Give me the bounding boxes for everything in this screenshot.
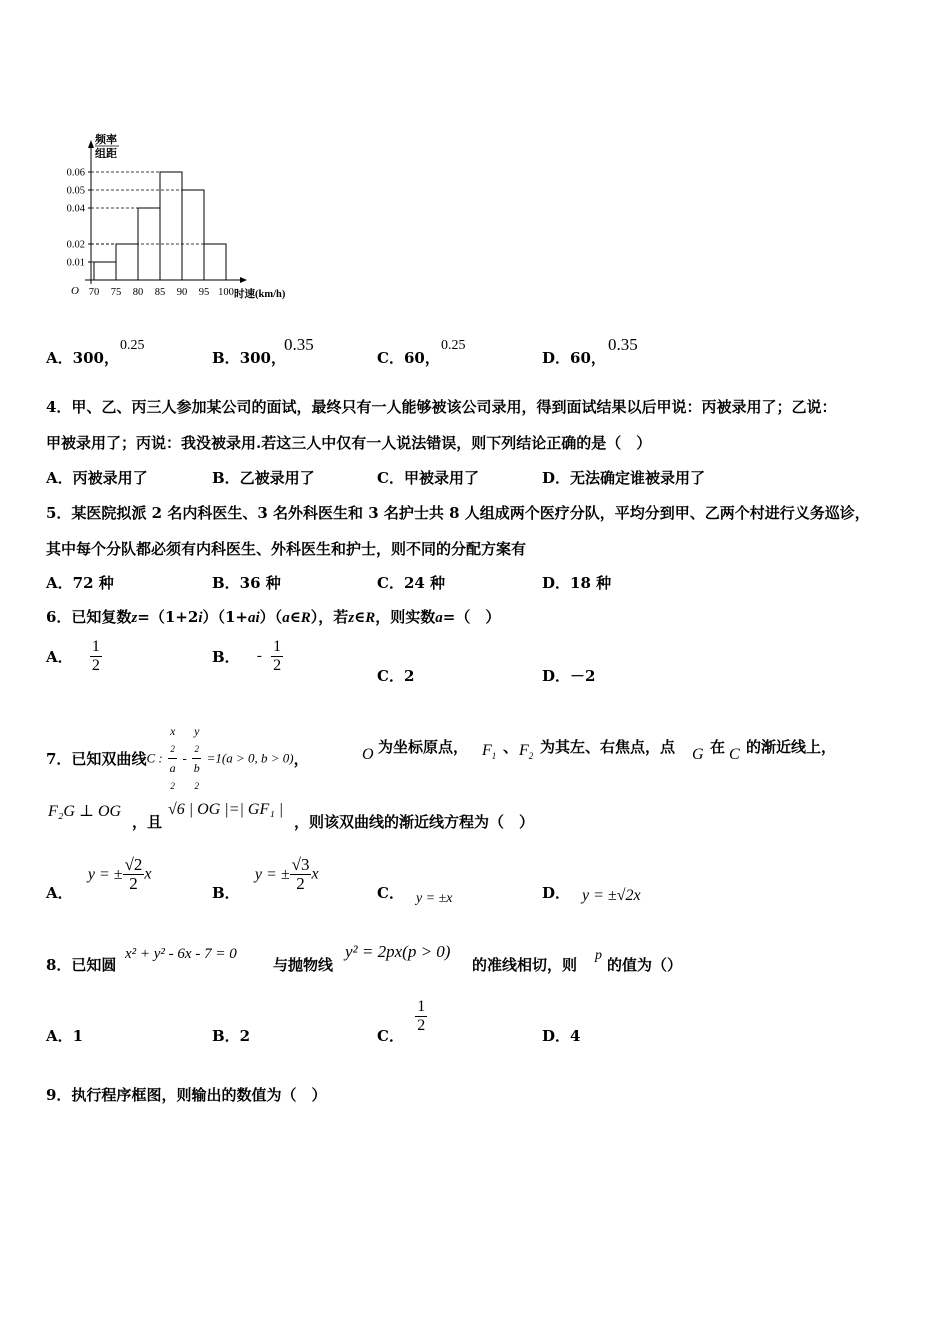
- q4-line-1: 4．甲、乙、丙三人参加某公司的面试，最终只有一人能够被该公司录用，得到面试结果以后甲说：丙被录用了；乙说：: [46, 398, 837, 416]
- q5-option-b[interactable]: B．36 种: [212, 574, 281, 592]
- q8-text-value: 的值为（）: [607, 956, 683, 974]
- q8-text-tangent: 的准线相切，则: [472, 956, 578, 974]
- histogram-bar: [160, 172, 182, 280]
- q8-parabola-equation: y² = 2px(p > 0): [345, 942, 451, 961]
- y-axis-arrow: [88, 140, 94, 148]
- q3-option-c[interactable]: C．60，: [377, 349, 440, 367]
- hyperbola-x-frac: x 2 a 2: [169, 724, 176, 791]
- q3-option-b-value: 0.35: [284, 335, 314, 354]
- q3-option-d-value: 0.35: [608, 335, 638, 354]
- q8-option-a[interactable]: A．1: [46, 1027, 84, 1045]
- q5-option-c[interactable]: C．24 种: [377, 574, 446, 592]
- q8-option-b[interactable]: B．2: [212, 1027, 251, 1045]
- x-tick-label: 70: [88, 287, 100, 298]
- q8-option-c[interactable]: C． $\frac{1}{2}$: [377, 998, 426, 1045]
- q4-line-2: 甲被录用了；丙说：我没被录用.若这三人中仅有一人说法错误，则下列结论正确的是（ ）: [46, 434, 652, 452]
- q3-option-a[interactable]: A．300，: [46, 349, 119, 367]
- q6-option-a[interactable]: A． $\frac{1}{2}$: [46, 638, 100, 674]
- hyperbola-y-frac: y 2 b 2: [193, 724, 200, 791]
- y-tick-label: 0.04: [66, 203, 85, 215]
- q8-option-d[interactable]: D．4: [542, 1027, 581, 1045]
- q7-focus-f2: $F_2$: [519, 742, 534, 762]
- histogram-bar: [94, 262, 116, 280]
- x-tick-label: 80: [132, 287, 144, 298]
- y-tick-label: 0.01: [66, 257, 85, 269]
- q7-text-question: ，则该双曲线的渐近线方程为（ ）: [294, 813, 535, 831]
- x-tick-label: 100: [218, 287, 234, 298]
- q3-option-d[interactable]: D．60，: [542, 349, 606, 367]
- y-axis-label-bottom: 组距: [95, 148, 117, 160]
- x-tick-label: 75: [110, 287, 122, 298]
- q4-option-c[interactable]: C．甲被录用了: [377, 469, 479, 487]
- q9-stem: 9．执行程序框图，则输出的数值为（ ）: [46, 1086, 327, 1104]
- q5-option-a[interactable]: A．72 种: [46, 574, 114, 592]
- x-tick-label: 85: [154, 287, 166, 298]
- histogram-bar: [116, 244, 138, 280]
- q7-text-asymptote: 的渐近线上，: [746, 738, 837, 756]
- hyperbola-name: C :: [146, 750, 163, 766]
- x-axis-label: 时速(km/h): [234, 289, 286, 300]
- q7-option-a[interactable]: A． y = ± $\frac{√2}{2}$ x: [46, 855, 152, 902]
- y-tick-label: 0.05: [66, 185, 85, 197]
- q7-option-d[interactable]: D． y = ±√2x: [542, 884, 641, 904]
- q6-stem: 6．已知复数z=（1+2i）（1+ai）（a∈R），若z∈R，则实数a=（ ）: [46, 608, 501, 626]
- q7-origin-o: O: [362, 746, 374, 763]
- q7-focus-f1: $F_1$: [482, 742, 497, 762]
- q8-circle-equation: x² + y² - 6x - 7 = 0: [125, 946, 237, 962]
- q6-option-c[interactable]: C．2: [377, 667, 415, 685]
- q7-text-foci: 为其左、右焦点，点: [540, 738, 676, 756]
- q3-option-a-value: 0.25: [120, 338, 145, 353]
- q4-option-b[interactable]: B．乙被录用了: [212, 469, 315, 487]
- q8-stem: 8．已知圆: [46, 956, 117, 974]
- q4-option-d[interactable]: D．无法确定谁被录用了: [542, 469, 706, 487]
- x-tick-label: 90: [176, 287, 188, 298]
- q7-length-condition: √6 | OG |=| GF₁ |: [168, 801, 284, 818]
- q7-option-b[interactable]: B． y = ± $\frac{√3}{2}$ x: [212, 855, 319, 902]
- y-tick-label: 0.02: [66, 239, 85, 251]
- x-tick-label: 95: [198, 287, 210, 298]
- q3-option-b[interactable]: B．300，: [212, 349, 286, 367]
- q5-line-1: 5．某医院拟派 2 名内科医生、3 名外科医生和 3 名护士共 8 人组成两个医疗分队，平均分到甲、乙两个村进行义务巡诊，: [46, 504, 870, 522]
- q8-variable-p: p: [595, 948, 602, 963]
- x-axis-arrow: [240, 277, 247, 283]
- q5-option-d[interactable]: D．18 种: [542, 574, 612, 592]
- histogram-bar: [204, 244, 226, 280]
- q3-option-c-value: 0.25: [441, 338, 466, 353]
- q7-text-comma: 、: [503, 738, 519, 756]
- q4-option-a[interactable]: A．丙被录用了: [46, 469, 148, 487]
- q5-line-2: 其中每个分队都必须有内科医生、外科医生和护士，则不同的分配方案有: [46, 540, 527, 558]
- y-axis-label-top: 频率: [95, 134, 117, 146]
- q7-point-g: G: [692, 746, 704, 763]
- q7-curve-c: C: [729, 746, 740, 763]
- q6-option-b[interactable]: B． - $\frac{1}{2}$: [212, 638, 282, 674]
- histogram-bar: [182, 190, 204, 280]
- q7-text-on: 在: [710, 738, 726, 756]
- q7-text-origin: 为坐标原点，: [378, 738, 469, 756]
- q6-option-d[interactable]: D．－2: [542, 667, 596, 685]
- y-tick-label: 0.06: [66, 167, 85, 179]
- frequency-histogram: [45, 130, 315, 305]
- histogram-svg: [45, 130, 315, 305]
- q7-text-and: ，且: [132, 813, 163, 831]
- q7-perp-condition: F₂G ⊥ OG: [48, 803, 122, 820]
- q7-stem-line-1: 7．已知双曲线C : x 2 a 2 - y 2 b 2 =1(a > 0, b > 0)，: [46, 722, 309, 762]
- origin-label: O: [71, 285, 79, 297]
- q7-option-c[interactable]: C． y = ±x: [377, 884, 453, 906]
- q8-text-parabola: 与抛物线: [273, 956, 334, 974]
